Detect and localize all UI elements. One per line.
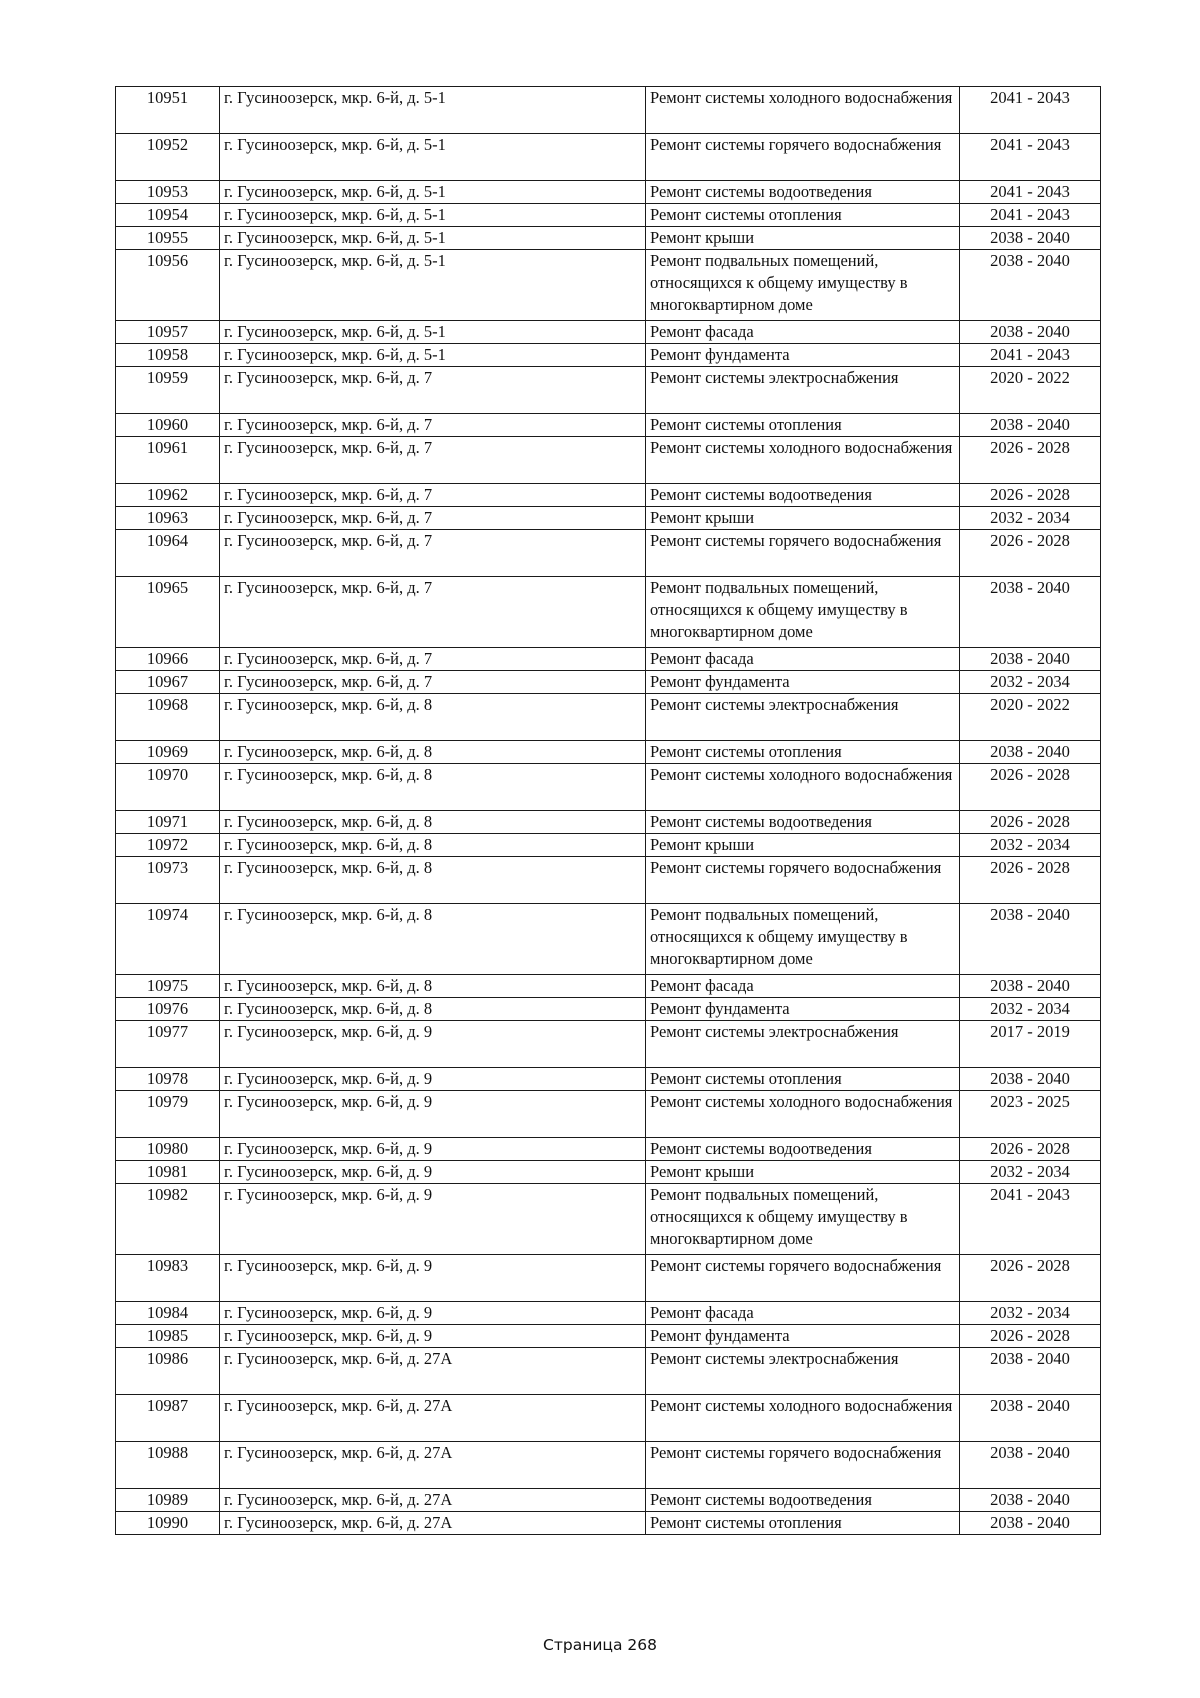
row-number-cell: 10968 — [116, 694, 220, 741]
period-cell: 2026 - 2028 — [960, 1255, 1101, 1302]
period-cell: 2032 - 2034 — [960, 834, 1101, 857]
address-cell: г. Гусиноозерск, мкр. 6-й, д. 5-1 — [220, 321, 646, 344]
address-cell: г. Гусиноозерск, мкр. 6-й, д. 9 — [220, 1302, 646, 1325]
address-cell: г. Гусиноозерск, мкр. 6-й, д. 8 — [220, 834, 646, 857]
address-cell: г. Гусиноозерск, мкр. 6-й, д. 7 — [220, 648, 646, 671]
table-row — [116, 834, 1101, 857]
address-cell: г. Гусиноозерск, мкр. 6-й, д. 27А — [220, 1489, 646, 1512]
period-cell: 2026 - 2028 — [960, 484, 1101, 507]
work-type-cell: Ремонт фасада — [646, 1302, 960, 1325]
address-cell: г. Гусиноозерск, мкр. 6-й, д. 8 — [220, 975, 646, 998]
address-cell: г. Гусиноозерск, мкр. 6-й, д. 7 — [220, 530, 646, 577]
table-row — [116, 1068, 1101, 1091]
period-cell: 2038 - 2040 — [960, 577, 1101, 648]
period-cell: 2032 - 2034 — [960, 671, 1101, 694]
table-row — [116, 1489, 1101, 1512]
period-cell: 2038 - 2040 — [960, 648, 1101, 671]
row-number-cell: 10962 — [116, 484, 220, 507]
address-cell: г. Гусиноозерск, мкр. 6-й, д. 7 — [220, 671, 646, 694]
row-number-cell: 10957 — [116, 321, 220, 344]
work-type-cell: Ремонт системы водоотведения — [646, 1138, 960, 1161]
work-type-cell: Ремонт крыши — [646, 227, 960, 250]
address-cell: г. Гусиноозерск, мкр. 6-й, д. 9 — [220, 1091, 646, 1138]
table-row — [116, 87, 1101, 134]
row-number-cell: 10987 — [116, 1395, 220, 1442]
period-cell: 2038 - 2040 — [960, 1489, 1101, 1512]
address-cell: г. Гусиноозерск, мкр. 6-й, д. 7 — [220, 507, 646, 530]
row-number-cell: 10964 — [116, 530, 220, 577]
work-type-cell: Ремонт системы отопления — [646, 741, 960, 764]
row-number-cell: 10966 — [116, 648, 220, 671]
work-type-cell: Ремонт фундамента — [646, 344, 960, 367]
work-type-cell: Ремонт системы электроснабжения — [646, 367, 960, 414]
period-cell: 2038 - 2040 — [960, 1512, 1101, 1535]
address-cell: г. Гусиноозерск, мкр. 6-й, д. 27А — [220, 1442, 646, 1489]
work-type-cell: Ремонт системы холодного водоснабжения — [646, 764, 960, 811]
row-number-cell: 10981 — [116, 1161, 220, 1184]
work-type-cell: Ремонт системы холодного водоснабжения — [646, 1091, 960, 1138]
table-row — [116, 857, 1101, 904]
table-row — [116, 321, 1101, 344]
table-body — [116, 87, 1101, 1535]
address-cell: г. Гусиноозерск, мкр. 6-й, д. 5-1 — [220, 87, 646, 134]
work-type-cell: Ремонт крыши — [646, 507, 960, 530]
address-cell: г. Гусиноозерск, мкр. 6-й, д. 9 — [220, 1325, 646, 1348]
work-type-cell: Ремонт крыши — [646, 1161, 960, 1184]
row-number-cell: 10972 — [116, 834, 220, 857]
table-row — [116, 648, 1101, 671]
address-cell: г. Гусиноозерск, мкр. 6-й, д. 9 — [220, 1184, 646, 1255]
work-type-cell: Ремонт системы горячего водоснабжения — [646, 530, 960, 577]
period-cell: 2038 - 2040 — [960, 321, 1101, 344]
period-cell: 2032 - 2034 — [960, 507, 1101, 530]
repair-schedule-table — [115, 86, 1101, 1535]
period-cell: 2020 - 2022 — [960, 694, 1101, 741]
period-cell: 2038 - 2040 — [960, 975, 1101, 998]
page-number: Страница 268 — [543, 1636, 657, 1654]
address-cell: г. Гусиноозерск, мкр. 6-й, д. 9 — [220, 1021, 646, 1068]
address-cell: г. Гусиноозерск, мкр. 6-й, д. 8 — [220, 811, 646, 834]
work-type-cell: Ремонт системы холодного водоснабжения — [646, 437, 960, 484]
row-number-cell: 10983 — [116, 1255, 220, 1302]
period-cell: 2038 - 2040 — [960, 1395, 1101, 1442]
row-number-cell: 10990 — [116, 1512, 220, 1535]
period-cell: 2023 - 2025 — [960, 1091, 1101, 1138]
work-type-cell: Ремонт системы электроснабжения — [646, 694, 960, 741]
period-cell: 2041 - 2043 — [960, 344, 1101, 367]
table-row — [116, 741, 1101, 764]
work-type-cell: Ремонт фундамента — [646, 671, 960, 694]
period-cell: 2041 - 2043 — [960, 87, 1101, 134]
address-cell: г. Гусиноозерск, мкр. 6-й, д. 8 — [220, 741, 646, 764]
row-number-cell: 10973 — [116, 857, 220, 904]
table-row — [116, 530, 1101, 577]
period-cell: 2026 - 2028 — [960, 857, 1101, 904]
period-cell: 2017 - 2019 — [960, 1021, 1101, 1068]
table-row — [116, 1348, 1101, 1395]
period-cell: 2038 - 2040 — [960, 250, 1101, 321]
period-cell: 2038 - 2040 — [960, 904, 1101, 975]
table-row — [116, 181, 1101, 204]
table-row — [116, 1091, 1101, 1138]
period-cell: 2041 - 2043 — [960, 134, 1101, 181]
row-number-cell: 10961 — [116, 437, 220, 484]
address-cell: г. Гусиноозерск, мкр. 6-й, д. 5-1 — [220, 227, 646, 250]
table-row — [116, 134, 1101, 181]
table-row — [116, 975, 1101, 998]
row-number-cell: 10956 — [116, 250, 220, 321]
work-type-cell: Ремонт системы горячего водоснабжения — [646, 857, 960, 904]
address-cell: г. Гусиноозерск, мкр. 6-й, д. 5-1 — [220, 134, 646, 181]
address-cell: г. Гусиноозерск, мкр. 6-й, д. 5-1 — [220, 204, 646, 227]
table-row — [116, 227, 1101, 250]
period-cell: 2026 - 2028 — [960, 764, 1101, 811]
row-number-cell: 10963 — [116, 507, 220, 530]
row-number-cell: 10960 — [116, 414, 220, 437]
period-cell: 2038 - 2040 — [960, 227, 1101, 250]
work-type-cell: Ремонт системы отопления — [646, 204, 960, 227]
table-row — [116, 437, 1101, 484]
work-type-cell: Ремонт системы водоотведения — [646, 1489, 960, 1512]
table-row — [116, 764, 1101, 811]
period-cell: 2041 - 2043 — [960, 1184, 1101, 1255]
period-cell: 2038 - 2040 — [960, 1442, 1101, 1489]
period-cell: 2038 - 2040 — [960, 414, 1101, 437]
row-number-cell: 10954 — [116, 204, 220, 227]
table-row — [116, 694, 1101, 741]
table-row — [116, 577, 1101, 648]
table-row — [116, 367, 1101, 414]
row-number-cell: 10952 — [116, 134, 220, 181]
address-cell: г. Гусиноозерск, мкр. 6-й, д. 7 — [220, 577, 646, 648]
work-type-cell: Ремонт фундамента — [646, 1325, 960, 1348]
row-number-cell: 10955 — [116, 227, 220, 250]
table-row — [116, 811, 1101, 834]
period-cell: 2038 - 2040 — [960, 1068, 1101, 1091]
address-cell: г. Гусиноозерск, мкр. 6-й, д. 8 — [220, 764, 646, 811]
address-cell: г. Гусиноозерск, мкр. 6-й, д. 5-1 — [220, 344, 646, 367]
address-cell: г. Гусиноозерск, мкр. 6-й, д. 9 — [220, 1138, 646, 1161]
address-cell: г. Гусиноозерск, мкр. 6-й, д. 9 — [220, 1068, 646, 1091]
address-cell: г. Гусиноозерск, мкр. 6-й, д. 27А — [220, 1348, 646, 1395]
row-number-cell: 10988 — [116, 1442, 220, 1489]
row-number-cell: 10979 — [116, 1091, 220, 1138]
period-cell: 2032 - 2034 — [960, 1302, 1101, 1325]
row-number-cell: 10976 — [116, 998, 220, 1021]
table-row — [116, 1512, 1101, 1535]
period-cell: 2026 - 2028 — [960, 437, 1101, 484]
row-number-cell: 10986 — [116, 1348, 220, 1395]
period-cell: 2020 - 2022 — [960, 367, 1101, 414]
work-type-cell: Ремонт фасада — [646, 648, 960, 671]
address-cell: г. Гусиноозерск, мкр. 6-й, д. 8 — [220, 904, 646, 975]
work-type-cell: Ремонт подвальных помещений, относящихся к общему имуществу в многоквартирном доме — [646, 577, 960, 648]
address-cell: г. Гусиноозерск, мкр. 6-й, д. 27А — [220, 1395, 646, 1442]
period-cell: 2038 - 2040 — [960, 1348, 1101, 1395]
row-number-cell: 10982 — [116, 1184, 220, 1255]
work-type-cell: Ремонт фасада — [646, 975, 960, 998]
table-row — [116, 344, 1101, 367]
row-number-cell: 10958 — [116, 344, 220, 367]
table-row — [116, 904, 1101, 975]
row-number-cell: 10959 — [116, 367, 220, 414]
row-number-cell: 10975 — [116, 975, 220, 998]
address-cell: г. Гусиноозерск, мкр. 6-й, д. 8 — [220, 857, 646, 904]
work-type-cell: Ремонт системы водоотведения — [646, 181, 960, 204]
period-cell: 2032 - 2034 — [960, 998, 1101, 1021]
row-number-cell: 10985 — [116, 1325, 220, 1348]
work-type-cell: Ремонт системы электроснабжения — [646, 1021, 960, 1068]
table-row — [116, 507, 1101, 530]
address-cell: г. Гусиноозерск, мкр. 6-й, д. 7 — [220, 367, 646, 414]
table-row — [116, 250, 1101, 321]
address-cell: г. Гусиноозерск, мкр. 6-й, д. 27А — [220, 1512, 646, 1535]
address-cell: г. Гусиноозерск, мкр. 6-й, д. 7 — [220, 414, 646, 437]
period-cell: 2026 - 2028 — [960, 1138, 1101, 1161]
period-cell: 2026 - 2028 — [960, 530, 1101, 577]
table-row — [116, 414, 1101, 437]
address-cell: г. Гусиноозерск, мкр. 6-й, д. 9 — [220, 1255, 646, 1302]
table-row — [116, 1138, 1101, 1161]
work-type-cell: Ремонт системы горячего водоснабжения — [646, 1442, 960, 1489]
address-cell: г. Гусиноозерск, мкр. 6-й, д. 5-1 — [220, 250, 646, 321]
work-type-cell: Ремонт подвальных помещений, относящихся к общему имуществу в многоквартирном доме — [646, 904, 960, 975]
row-number-cell: 10977 — [116, 1021, 220, 1068]
work-type-cell: Ремонт фасада — [646, 321, 960, 344]
work-type-cell: Ремонт системы холодного водоснабжения — [646, 1395, 960, 1442]
period-cell: 2041 - 2043 — [960, 204, 1101, 227]
period-cell: 2026 - 2028 — [960, 1325, 1101, 1348]
work-type-cell: Ремонт системы отопления — [646, 1512, 960, 1535]
work-type-cell: Ремонт системы водоотведения — [646, 484, 960, 507]
table-row — [116, 671, 1101, 694]
row-number-cell: 10984 — [116, 1302, 220, 1325]
row-number-cell: 10978 — [116, 1068, 220, 1091]
work-type-cell: Ремонт системы горячего водоснабжения — [646, 1255, 960, 1302]
period-cell: 2032 - 2034 — [960, 1161, 1101, 1184]
address-cell: г. Гусиноозерск, мкр. 6-й, д. 9 — [220, 1161, 646, 1184]
row-number-cell: 10951 — [116, 87, 220, 134]
table-row — [116, 204, 1101, 227]
address-cell: г. Гусиноозерск, мкр. 6-й, д. 8 — [220, 694, 646, 741]
table-row — [116, 1021, 1101, 1068]
table-row — [116, 1442, 1101, 1489]
row-number-cell: 10953 — [116, 181, 220, 204]
table-row — [116, 1184, 1101, 1255]
table-row — [116, 998, 1101, 1021]
row-number-cell: 10970 — [116, 764, 220, 811]
row-number-cell: 10971 — [116, 811, 220, 834]
work-type-cell: Ремонт системы горячего водоснабжения — [646, 134, 960, 181]
table-row — [116, 1395, 1101, 1442]
work-type-cell: Ремонт системы холодного водоснабжения — [646, 87, 960, 134]
row-number-cell: 10989 — [116, 1489, 220, 1512]
work-type-cell: Ремонт фундамента — [646, 998, 960, 1021]
row-number-cell: 10965 — [116, 577, 220, 648]
period-cell: 2041 - 2043 — [960, 181, 1101, 204]
table-row — [116, 1302, 1101, 1325]
work-type-cell: Ремонт системы отопления — [646, 1068, 960, 1091]
address-cell: г. Гусиноозерск, мкр. 6-й, д. 8 — [220, 998, 646, 1021]
work-type-cell: Ремонт системы отопления — [646, 414, 960, 437]
row-number-cell: 10969 — [116, 741, 220, 764]
work-type-cell: Ремонт подвальных помещений, относящихся к общему имуществу в многоквартирном доме — [646, 1184, 960, 1255]
row-number-cell: 10980 — [116, 1138, 220, 1161]
table-row — [116, 1325, 1101, 1348]
address-cell: г. Гусиноозерск, мкр. 6-й, д. 7 — [220, 484, 646, 507]
period-cell: 2026 - 2028 — [960, 811, 1101, 834]
period-cell: 2038 - 2040 — [960, 741, 1101, 764]
work-type-cell: Ремонт системы электроснабжения — [646, 1348, 960, 1395]
table-row — [116, 484, 1101, 507]
address-cell: г. Гусиноозерск, мкр. 6-й, д. 7 — [220, 437, 646, 484]
row-number-cell: 10974 — [116, 904, 220, 975]
work-type-cell: Ремонт подвальных помещений, относящихся к общему имуществу в многоквартирном доме — [646, 250, 960, 321]
table-row — [116, 1161, 1101, 1184]
work-type-cell: Ремонт системы водоотведения — [646, 811, 960, 834]
row-number-cell: 10967 — [116, 671, 220, 694]
work-type-cell: Ремонт крыши — [646, 834, 960, 857]
address-cell: г. Гусиноозерск, мкр. 6-й, д. 5-1 — [220, 181, 646, 204]
table-row — [116, 1255, 1101, 1302]
